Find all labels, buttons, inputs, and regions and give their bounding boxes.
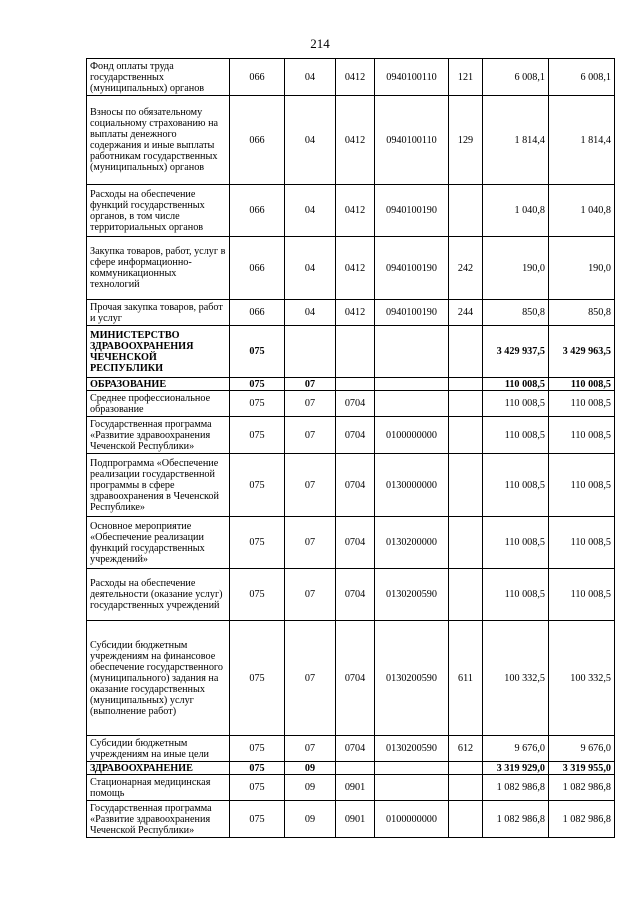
cell-pr: 0704 — [336, 454, 375, 517]
cell-rz: 09 — [285, 762, 336, 775]
cell-sum-1: 110 008,5 — [483, 517, 549, 569]
cell-pr: 0704 — [336, 736, 375, 762]
table-row — [87, 96, 615, 185]
cell-sum-2: 110 008,5 — [549, 378, 615, 391]
cell-csr: 0130200590 — [375, 736, 449, 762]
cell-ved: 075 — [230, 517, 285, 569]
table-row — [87, 801, 615, 838]
cell-name: ОБРАЗОВАНИЕ — [87, 378, 230, 391]
table-row — [87, 736, 615, 762]
cell-rz: 04 — [285, 300, 336, 326]
cell-ved: 075 — [230, 417, 285, 454]
cell-sum-1: 1 040,8 — [483, 185, 549, 237]
cell-sum-1: 110 008,5 — [483, 391, 549, 417]
cell-sum-1: 1 082 986,8 — [483, 801, 549, 838]
cell-pr: 0704 — [336, 417, 375, 454]
table-row — [87, 326, 615, 378]
cell-name: Закупка товаров, работ, услуг в сфере информационно-коммуникационных технологий — [87, 237, 230, 300]
cell-rz: 04 — [285, 237, 336, 300]
cell-pr — [336, 762, 375, 775]
cell-pr: 0901 — [336, 775, 375, 801]
table-row — [87, 569, 615, 621]
table-row — [87, 762, 615, 775]
cell-sum-1: 110 008,5 — [483, 378, 549, 391]
cell-vr: 129 — [449, 96, 483, 185]
cell-rz: 09 — [285, 775, 336, 801]
cell-rz: 07 — [285, 391, 336, 417]
cell-ved: 075 — [230, 326, 285, 378]
cell-rz: 04 — [285, 185, 336, 237]
cell-sum-1: 190,0 — [483, 237, 549, 300]
cell-csr — [375, 326, 449, 378]
cell-vr — [449, 801, 483, 838]
cell-rz: 04 — [285, 96, 336, 185]
cell-name: Расходы на обеспечение функций государственных органов, в том числе территориальных органов — [87, 185, 230, 237]
cell-sum-1: 1 082 986,8 — [483, 775, 549, 801]
cell-name: Взносы по обязательному социальному страхованию на выплаты денежного содержания и иные выплаты работникам государственных (муниципальных) органов — [87, 96, 230, 185]
cell-sum-1: 1 814,4 — [483, 96, 549, 185]
cell-rz: 07 — [285, 454, 336, 517]
cell-csr: 0130200590 — [375, 569, 449, 621]
cell-csr: 0130200000 — [375, 517, 449, 569]
cell-vr — [449, 378, 483, 391]
cell-sum-2: 6 008,1 — [549, 59, 615, 96]
cell-ved: 066 — [230, 185, 285, 237]
cell-pr: 0412 — [336, 300, 375, 326]
cell-pr: 0412 — [336, 185, 375, 237]
cell-name: Фонд оплаты труда государственных (муниципальных) органов — [87, 59, 230, 96]
cell-sum-2: 110 008,5 — [549, 391, 615, 417]
cell-sum-2: 1 082 986,8 — [549, 801, 615, 838]
cell-csr: 0940100190 — [375, 185, 449, 237]
cell-pr: 0704 — [336, 621, 375, 736]
cell-ved: 066 — [230, 300, 285, 326]
cell-sum-2: 190,0 — [549, 237, 615, 300]
cell-name: Субсидии бюджетным учреждениям на иные цели — [87, 736, 230, 762]
cell-pr: 0412 — [336, 237, 375, 300]
cell-vr — [449, 775, 483, 801]
cell-pr: 0901 — [336, 801, 375, 838]
cell-csr: 0940100110 — [375, 96, 449, 185]
cell-name: Субсидии бюджетным учреждениям на финансовое обеспечение государственного (муниципального) задания на оказание государственных (муниципальных) услуг (выполнение работ) — [87, 621, 230, 736]
cell-name: Стационарная медицинская помощь — [87, 775, 230, 801]
cell-vr — [449, 569, 483, 621]
table-row — [87, 417, 615, 454]
cell-csr — [375, 762, 449, 775]
cell-rz: 07 — [285, 517, 336, 569]
cell-pr: 0412 — [336, 96, 375, 185]
cell-rz: 09 — [285, 801, 336, 838]
cell-csr: 0130000000 — [375, 454, 449, 517]
table-row — [87, 454, 615, 517]
cell-name: ЗДРАВООХРАНЕНИЕ — [87, 762, 230, 775]
cell-csr: 0940100190 — [375, 237, 449, 300]
cell-sum-2: 110 008,5 — [549, 517, 615, 569]
cell-ved: 075 — [230, 378, 285, 391]
cell-vr: 244 — [449, 300, 483, 326]
table-row — [87, 621, 615, 736]
cell-sum-2: 1 814,4 — [549, 96, 615, 185]
cell-name: МИНИСТЕРСТВО ЗДРАВООХРАНЕНИЯ ЧЕЧЕНСКОЙ РЕСПУБЛИКИ — [87, 326, 230, 378]
table-row — [87, 59, 615, 96]
cell-vr — [449, 517, 483, 569]
cell-vr — [449, 391, 483, 417]
cell-csr: 0940100190 — [375, 300, 449, 326]
cell-ved: 075 — [230, 621, 285, 736]
cell-vr: 121 — [449, 59, 483, 96]
cell-sum-2: 3 429 963,5 — [549, 326, 615, 378]
cell-csr — [375, 378, 449, 391]
cell-ved: 075 — [230, 736, 285, 762]
cell-ved: 066 — [230, 237, 285, 300]
cell-ved: 066 — [230, 59, 285, 96]
table-row — [87, 300, 615, 326]
cell-name: Основное мероприятие «Обеспечение реализации функций государственных учреждений» — [87, 517, 230, 569]
budget-table — [86, 58, 615, 838]
cell-vr — [449, 326, 483, 378]
cell-ved: 075 — [230, 762, 285, 775]
cell-sum-1: 3 319 929,0 — [483, 762, 549, 775]
cell-sum-2: 110 008,5 — [549, 417, 615, 454]
cell-name: Подпрограмма «Обеспечение реализации государственной программы в сфере здравоохранения в Чеченской Республике» — [87, 454, 230, 517]
cell-vr — [449, 454, 483, 517]
cell-sum-2: 9 676,0 — [549, 736, 615, 762]
cell-sum-1: 110 008,5 — [483, 417, 549, 454]
cell-name: Государственная программа «Развитие здравоохранения Чеченской Республики» — [87, 417, 230, 454]
cell-rz: 04 — [285, 59, 336, 96]
cell-vr: 242 — [449, 237, 483, 300]
cell-csr: 0100000000 — [375, 801, 449, 838]
cell-sum-2: 850,8 — [549, 300, 615, 326]
cell-csr — [375, 775, 449, 801]
cell-sum-1: 100 332,5 — [483, 621, 549, 736]
cell-sum-2: 100 332,5 — [549, 621, 615, 736]
table-row — [87, 517, 615, 569]
cell-csr — [375, 391, 449, 417]
cell-vr: 611 — [449, 621, 483, 736]
cell-rz: 07 — [285, 569, 336, 621]
cell-pr — [336, 326, 375, 378]
cell-vr: 612 — [449, 736, 483, 762]
cell-csr: 0130200590 — [375, 621, 449, 736]
cell-vr — [449, 762, 483, 775]
cell-name: Государственная программа «Развитие здравоохранения Чеченской Республики» — [87, 801, 230, 838]
cell-ved: 075 — [230, 801, 285, 838]
cell-sum-1: 850,8 — [483, 300, 549, 326]
cell-sum-1: 110 008,5 — [483, 454, 549, 517]
cell-name: Среднее профессиональное образование — [87, 391, 230, 417]
cell-sum-1: 3 429 937,5 — [483, 326, 549, 378]
cell-ved: 075 — [230, 391, 285, 417]
cell-csr: 0940100110 — [375, 59, 449, 96]
cell-vr — [449, 185, 483, 237]
table-row — [87, 775, 615, 801]
cell-ved: 075 — [230, 454, 285, 517]
cell-sum-1: 9 676,0 — [483, 736, 549, 762]
cell-pr: 0704 — [336, 569, 375, 621]
cell-pr: 0704 — [336, 517, 375, 569]
cell-name: Расходы на обеспечение деятельности (оказание услуг) государственных учреждений — [87, 569, 230, 621]
table-row — [87, 185, 615, 237]
cell-rz: 07 — [285, 378, 336, 391]
cell-pr: 0704 — [336, 391, 375, 417]
cell-ved: 075 — [230, 569, 285, 621]
cell-name: Прочая закупка товаров, работ и услуг — [87, 300, 230, 326]
cell-csr: 0100000000 — [375, 417, 449, 454]
cell-rz: 07 — [285, 621, 336, 736]
cell-sum-2: 110 008,5 — [549, 454, 615, 517]
cell-ved: 066 — [230, 96, 285, 185]
cell-sum-2: 110 008,5 — [549, 569, 615, 621]
cell-sum-1: 110 008,5 — [483, 569, 549, 621]
table-row — [87, 237, 615, 300]
cell-sum-2: 1 082 986,8 — [549, 775, 615, 801]
table-row — [87, 391, 615, 417]
cell-rz: 07 — [285, 736, 336, 762]
cell-ved: 075 — [230, 775, 285, 801]
cell-pr — [336, 378, 375, 391]
cell-pr: 0412 — [336, 59, 375, 96]
cell-rz: 07 — [285, 417, 336, 454]
table-row — [87, 378, 615, 391]
cell-sum-2: 3 319 955,0 — [549, 762, 615, 775]
cell-sum-2: 1 040,8 — [549, 185, 615, 237]
cell-rz — [285, 326, 336, 378]
page-number: 214 — [310, 36, 330, 51]
cell-vr — [449, 417, 483, 454]
cell-sum-1: 6 008,1 — [483, 59, 549, 96]
